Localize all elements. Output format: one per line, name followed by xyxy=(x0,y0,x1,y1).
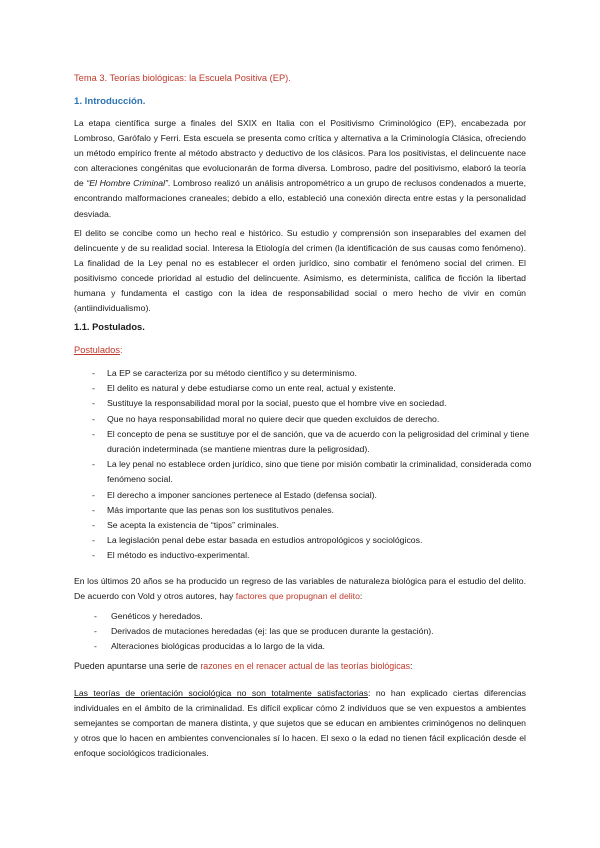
bullet-dash: - xyxy=(94,641,97,652)
bullet-dash: - xyxy=(92,428,95,439)
list-item xyxy=(92,518,532,533)
list-item xyxy=(92,396,532,411)
regreso-colon: : xyxy=(359,591,363,602)
list-item-text: Alteraciones biológicas producidas a lo largo de la vida. xyxy=(111,641,325,652)
list-item-text: La ley penal no establece orden jurídico, sino que tiene por misión combatir la criminalidad, considerada como fenómeno social. xyxy=(107,459,532,485)
list-item xyxy=(92,427,532,457)
hombre-criminal-title: “El Hombre Criminal” xyxy=(86,178,168,189)
list-item-text: La legislación penal debe estar basada en estudios antropológicos y sociológicos. xyxy=(107,535,423,546)
list-item xyxy=(92,503,532,518)
list-item-text: Sustituye la responsabilidad moral por la social, puesto que el hombre vive en sociedad. xyxy=(107,398,447,409)
razones-colon: : xyxy=(410,661,413,671)
list-item-text: Se acepta la existencia de “tipos” criminales. xyxy=(107,520,279,531)
list-item xyxy=(94,609,514,624)
bullet-dash: - xyxy=(94,611,97,621)
list-item-text: Más importante que las penas son los sustitutivos penales. xyxy=(107,504,334,515)
intro-paragraph-2: El delito se concibe como un hecho real e histórico. Su estudio y comprensión son inseparables del examen del delincuente y de su realidad social. Interesa la Etiología del crimen (la identificación de sus causas como fenómeno). La finalidad de la Ley penal no es establecer el orden jurídico, sino combatir el fenómeno social del crimen. El positivismo concede prioridad al estudio del delincuente. Asimismo, es determinista, califica de ficción la libertad humana y fundamenta el castigo con la idea de responsabilidad social o mero hecho de vivir en común (antiindividualismo). xyxy=(74,228,526,314)
list-item-text: El derecho a imponer sanciones pertenece al Estado (defensa social). xyxy=(107,489,377,500)
intro-text-b: . Lombroso realizó un análisis antropométrico a un grupo de reclusos condenados a muerte, encontrando malformaciones craneales; debido a ello, estableció una conexión directa entre estas y la personalidad desviada. xyxy=(74,178,526,219)
list-item xyxy=(94,639,514,654)
list-item xyxy=(92,412,532,427)
bullet-dash: - xyxy=(92,459,95,470)
bullet-dash: - xyxy=(92,535,95,546)
bullet-dash: - xyxy=(92,520,95,531)
list-item xyxy=(92,533,532,548)
postulados-list xyxy=(92,366,532,564)
postulados-label xyxy=(74,345,123,355)
razones-paragraph xyxy=(74,661,412,671)
bullet-dash: - xyxy=(92,413,95,424)
section-heading-introduccion: 1. Introducción. xyxy=(74,96,146,107)
list-item-text: El delito es natural y debe estudiarse como un ente real, actual y existente. xyxy=(107,383,396,394)
bullet-dash: - xyxy=(92,368,95,378)
bullet-dash: - xyxy=(92,383,95,394)
list-item xyxy=(94,624,514,639)
factores-list xyxy=(94,609,514,655)
bullet-dash: - xyxy=(92,504,95,515)
postulados-label-colon: : xyxy=(120,345,123,355)
list-item xyxy=(92,548,532,563)
list-item xyxy=(92,381,532,396)
razones-highlight: razones en el renacer actual de las teorías biológicas xyxy=(200,661,410,671)
list-item-text: La EP se caracteriza por su método científico y su determinismo. xyxy=(107,368,357,378)
list-item-text: Derivados de mutaciones heredadas (ej: las que se producen durante la gestación). xyxy=(111,626,434,637)
teorias-paragraph xyxy=(74,686,526,761)
factores-highlight: factores que propugnan el delito xyxy=(235,591,360,602)
list-item xyxy=(92,488,532,503)
list-item xyxy=(92,366,532,381)
list-item-text: El concepto de pena se sustituye por el de sanción, que va de acuerdo con la peligrosidad del criminal y tiene duración indeterminada (se mantiene mientras dure la peligrosidad). xyxy=(107,428,530,455)
list-item xyxy=(92,457,532,487)
bullet-dash: - xyxy=(94,626,97,637)
regreso-paragraph xyxy=(74,574,526,604)
teorias-underlined: Las teorías de orientación sociológica no son totalmente satisfactorias xyxy=(74,688,369,698)
intro-paragraph-1 xyxy=(74,116,526,222)
postulados-label-text: Postulados xyxy=(74,345,120,355)
list-item-text: El método es inductivo-experimental. xyxy=(107,550,250,561)
bullet-dash: - xyxy=(92,398,95,409)
list-item-text: Que no haya responsabilidad moral no quiere decir que queden excluidos de derecho. xyxy=(107,413,440,424)
bullet-dash: - xyxy=(92,489,95,500)
regreso-text: En los últimos 20 años se ha producido un regreso de las variables de naturaleza biológica para el estudio del delito. De acuerdo con Vold y otros autores, hay xyxy=(74,576,526,602)
teorias-text: : no han explicado ciertas diferencias individuales en el ámbito de la criminalidad. Es difícil explicar cómo 2 individuos que se ven expuestos a ambientes semejantes se comportan de manera distinta, y que sujetos que se educan en ambientes criminógenos no delinquen y otros que lo hacen en ambientes convencionales sí lo hacen. El sexo o la edad no tienen fácil explicación desde el enfoque sociológicos tradicionales. xyxy=(74,688,526,759)
razones-text: Pueden apuntarse una serie de xyxy=(74,661,201,671)
intro-text-a: La etapa científica surge a finales del SXIX en Italia con el Positivismo Criminológico (EP), encabezada por Lombroso, Garófalo y Ferri. Esta escuela se presenta como crítica y alternativa a la Criminología Clásica, ofreciendo un método empírico frente al método abstracto y deductivo de los clásicos. Para los positivistas, el delincuente nace con alteraciones congénitas que evolucionarán de forma diversa. Lombroso, padre del positivismo, elaboró la teoría de xyxy=(74,118,526,189)
section-heading-postulados: 1.1. Postulados. xyxy=(74,322,145,332)
document-title: Tema 3. Teorías biológicas: la Escuela Positiva (EP). xyxy=(74,73,291,83)
list-item-text: Genéticos y heredados. xyxy=(111,611,203,621)
bullet-dash: - xyxy=(92,550,95,561)
